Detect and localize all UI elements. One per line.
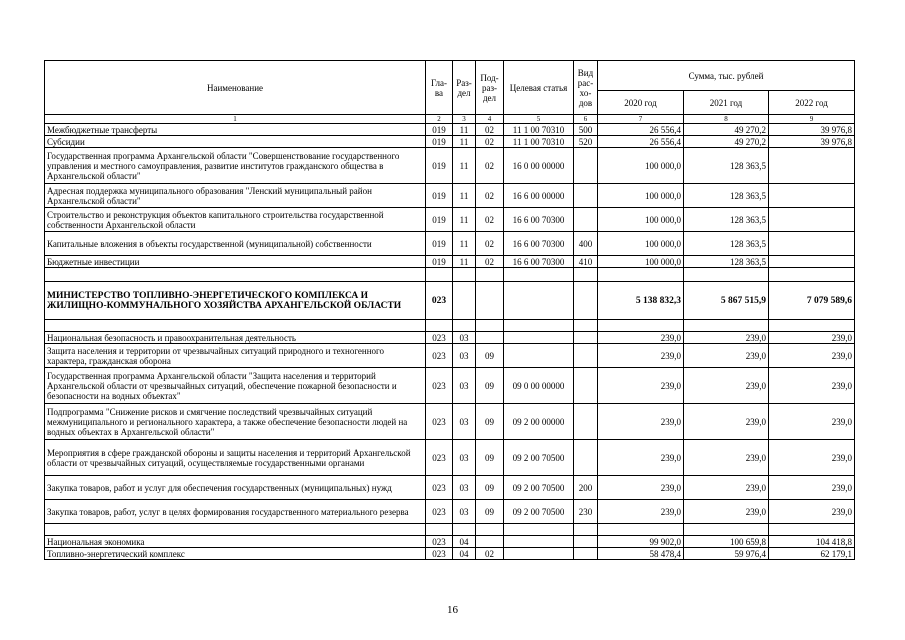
row-expense-type: 410 xyxy=(574,256,598,268)
row-sum-2021: 128 363,5 xyxy=(684,184,769,208)
row-sum-2020: 100 000,0 xyxy=(598,184,684,208)
empty-cell xyxy=(574,320,598,332)
row-name: Национальная безопасность и правоохранительная деятельность xyxy=(45,332,426,344)
row-podrazdel: 02 xyxy=(476,148,504,184)
row-glava: 019 xyxy=(426,124,453,136)
row-razdel: 11 xyxy=(453,184,476,208)
col-header-2021: 2021 год xyxy=(684,91,769,115)
row-razdel: 03 xyxy=(453,332,476,344)
row-expense-type xyxy=(574,282,598,320)
row-expense-type xyxy=(574,332,598,344)
col-header-target: Целевая статья xyxy=(504,61,574,115)
row-sum-2022 xyxy=(769,148,855,184)
row-expense-type xyxy=(574,440,598,476)
row-razdel: 04 xyxy=(453,536,476,548)
col-header-sum: Сумма, тыс. рублей xyxy=(598,61,855,91)
empty-cell xyxy=(426,320,453,332)
row-sum-2022: 239,0 xyxy=(769,476,855,500)
row-razdel: 11 xyxy=(453,256,476,268)
col-header-2022: 2022 год xyxy=(769,91,855,115)
column-number: 3 xyxy=(453,115,476,124)
empty-cell xyxy=(684,320,769,332)
row-sum-2020: 239,0 xyxy=(598,368,684,404)
row-sum-2022 xyxy=(769,184,855,208)
column-number: 8 xyxy=(684,115,769,124)
row-razdel: 03 xyxy=(453,500,476,524)
row-razdel: 11 xyxy=(453,136,476,148)
empty-cell xyxy=(504,524,574,536)
row-podrazdel: 02 xyxy=(476,232,504,256)
row-expense-type xyxy=(574,344,598,368)
row-sum-2022: 239,0 xyxy=(769,368,855,404)
row-target-article xyxy=(504,536,574,548)
row-target-article: 11 1 00 70310 xyxy=(504,136,574,148)
row-name: Закупка товаров, работ и услуг для обеспечения государственных (муниципальных) нужд xyxy=(45,476,426,500)
col-header-name: Наименование xyxy=(45,61,426,115)
column-number: 4 xyxy=(476,115,504,124)
table-row xyxy=(45,440,855,476)
row-target-article xyxy=(504,344,574,368)
empty-cell xyxy=(453,524,476,536)
row-glava: 023 xyxy=(426,368,453,404)
row-podrazdel xyxy=(476,536,504,548)
row-glava: 023 xyxy=(426,536,453,548)
row-podrazdel: 09 xyxy=(476,476,504,500)
spacer-row xyxy=(45,320,855,332)
row-sum-2021: 239,0 xyxy=(684,332,769,344)
row-name: Капитальные вложения в объекты государственной (муниципальной) собственности xyxy=(45,232,426,256)
column-number: 6 xyxy=(574,115,598,124)
row-target-article: 16 6 00 70300 xyxy=(504,256,574,268)
table-row xyxy=(45,332,855,344)
row-sum-2022 xyxy=(769,232,855,256)
empty-cell xyxy=(598,320,684,332)
row-sum-2022 xyxy=(769,208,855,232)
row-sum-2021: 239,0 xyxy=(684,500,769,524)
row-expense-type: 520 xyxy=(574,136,598,148)
table-row xyxy=(45,256,855,268)
row-name: МИНИСТЕРСТВО ТОПЛИВНО-ЭНЕРГЕТИЧЕСКОГО КОМПЛЕКСА И ЖИЛИЩНО-КОММУНАЛЬНОГО ХОЗЯЙСТВА АРХАНГЕЛЬСКОЙ ОБЛАСТИ xyxy=(45,282,426,320)
budget-table xyxy=(44,60,855,560)
row-sum-2021: 128 363,5 xyxy=(684,232,769,256)
row-target-article: 09 2 00 70500 xyxy=(504,476,574,500)
row-sum-2022: 62 179,1 xyxy=(769,548,855,560)
empty-cell xyxy=(504,268,574,282)
ministry-row xyxy=(45,282,855,320)
row-sum-2020: 100 000,0 xyxy=(598,256,684,268)
row-sum-2021: 128 363,5 xyxy=(684,256,769,268)
row-sum-2020: 239,0 xyxy=(598,332,684,344)
row-sum-2021: 5 867 515,9 xyxy=(684,282,769,320)
row-glava: 023 xyxy=(426,500,453,524)
table-row xyxy=(45,548,855,560)
row-sum-2021: 128 363,5 xyxy=(684,208,769,232)
empty-cell xyxy=(574,524,598,536)
row-sum-2020: 100 000,0 xyxy=(598,208,684,232)
row-razdel: 03 xyxy=(453,368,476,404)
row-podrazdel: 02 xyxy=(476,548,504,560)
row-target-article xyxy=(504,282,574,320)
row-podrazdel: 09 xyxy=(476,440,504,476)
table-row xyxy=(45,232,855,256)
row-sum-2022: 39 976,8 xyxy=(769,124,855,136)
empty-cell xyxy=(426,268,453,282)
row-sum-2020: 239,0 xyxy=(598,440,684,476)
row-expense-type xyxy=(574,208,598,232)
row-target-article: 09 2 00 70500 xyxy=(504,500,574,524)
row-expense-type xyxy=(574,404,598,440)
row-razdel: 11 xyxy=(453,124,476,136)
row-target-article: 16 6 00 70300 xyxy=(504,208,574,232)
table-row xyxy=(45,368,855,404)
row-sum-2022: 239,0 xyxy=(769,500,855,524)
row-sum-2021: 239,0 xyxy=(684,440,769,476)
row-sum-2021: 128 363,5 xyxy=(684,148,769,184)
row-target-article: 09 0 00 00000 xyxy=(504,368,574,404)
row-target-article: 16 6 00 70300 xyxy=(504,232,574,256)
row-name: Подпрограмма "Снижение рисков и смягчение последствий чрезвычайных ситуаций межмуниципального и регионального характера, а также обеспечение безопасности людей на водных объектах в Архангельской области" xyxy=(45,404,426,440)
empty-cell xyxy=(598,524,684,536)
row-sum-2021: 49 270,2 xyxy=(684,124,769,136)
row-razdel: 11 xyxy=(453,232,476,256)
column-number: 9 xyxy=(769,115,855,124)
row-name: Топливно-энергетический комплекс xyxy=(45,548,426,560)
row-sum-2020: 99 902,0 xyxy=(598,536,684,548)
empty-cell xyxy=(453,320,476,332)
row-razdel xyxy=(453,282,476,320)
row-sum-2020: 26 556,4 xyxy=(598,124,684,136)
table-row xyxy=(45,208,855,232)
row-podrazdel: 02 xyxy=(476,136,504,148)
row-sum-2022: 7 079 589,6 xyxy=(769,282,855,320)
column-number-row xyxy=(45,115,855,124)
row-expense-type xyxy=(574,368,598,404)
row-sum-2021: 239,0 xyxy=(684,476,769,500)
table-row xyxy=(45,344,855,368)
row-razdel: 03 xyxy=(453,440,476,476)
row-glava: 023 xyxy=(426,440,453,476)
row-target-article: 09 2 00 70500 xyxy=(504,440,574,476)
row-name: Субсидии xyxy=(45,136,426,148)
table-body xyxy=(45,124,855,560)
row-name: Государственная программа Архангельской области "Защита населения и территорий Архангельской области от чрезвычайных ситуаций, обеспечение пожарной безопасности и безопасности на водных объектах" xyxy=(45,368,426,404)
row-sum-2020: 239,0 xyxy=(598,500,684,524)
row-name: Межбюджетные трансферты xyxy=(45,124,426,136)
row-sum-2022: 39 976,8 xyxy=(769,136,855,148)
row-sum-2022: 239,0 xyxy=(769,440,855,476)
row-sum-2020: 239,0 xyxy=(598,476,684,500)
row-target-article: 16 6 00 00000 xyxy=(504,184,574,208)
col-header-2020: 2020 год xyxy=(598,91,684,115)
row-expense-type xyxy=(574,536,598,548)
table-row xyxy=(45,136,855,148)
empty-cell xyxy=(45,268,426,282)
row-sum-2021: 100 659,8 xyxy=(684,536,769,548)
row-expense-type: 200 xyxy=(574,476,598,500)
row-target-article xyxy=(504,332,574,344)
col-header-glava: Гла-ва xyxy=(426,61,453,115)
empty-cell xyxy=(684,268,769,282)
row-sum-2020: 5 138 832,3 xyxy=(598,282,684,320)
row-sum-2020: 26 556,4 xyxy=(598,136,684,148)
row-podrazdel: 09 xyxy=(476,368,504,404)
empty-cell xyxy=(45,320,426,332)
row-name: Бюджетные инвестиции xyxy=(45,256,426,268)
column-number: 1 xyxy=(45,115,426,124)
empty-cell xyxy=(598,268,684,282)
row-name: Государственная программа Архангельской области "Совершенствование государственного управления и местного самоуправления, развитие институтов гражданского общества в Архангельской области" xyxy=(45,148,426,184)
row-podrazdel: 09 xyxy=(476,344,504,368)
row-expense-type xyxy=(574,548,598,560)
empty-cell xyxy=(684,524,769,536)
row-target-article: 16 0 00 00000 xyxy=(504,148,574,184)
col-header-razdel: Раз-дел xyxy=(453,61,476,115)
row-glava: 019 xyxy=(426,136,453,148)
row-sum-2022: 104 418,8 xyxy=(769,536,855,548)
table-row xyxy=(45,148,855,184)
empty-cell xyxy=(426,524,453,536)
row-expense-type: 400 xyxy=(574,232,598,256)
row-glava: 019 xyxy=(426,208,453,232)
empty-cell xyxy=(504,320,574,332)
row-name: Мероприятия в сфере гражданской обороны и защиты населения и территорий Архангельской области от чрезвычайных ситуаций, осуществляемые государственными органами xyxy=(45,440,426,476)
empty-cell xyxy=(769,268,855,282)
row-sum-2021: 239,0 xyxy=(684,368,769,404)
row-podrazdel: 02 xyxy=(476,184,504,208)
row-expense-type xyxy=(574,148,598,184)
table-row xyxy=(45,500,855,524)
row-glava: 023 xyxy=(426,404,453,440)
row-glava: 023 xyxy=(426,332,453,344)
table-row xyxy=(45,184,855,208)
spacer-row xyxy=(45,268,855,282)
row-glava: 019 xyxy=(426,184,453,208)
row-name: Защита населения и территории от чрезвычайных ситуаций природного и техногенного характера, гражданская оборона xyxy=(45,344,426,368)
row-podrazdel: 02 xyxy=(476,208,504,232)
row-glava: 023 xyxy=(426,476,453,500)
row-podrazdel xyxy=(476,332,504,344)
page-number: 16 xyxy=(447,604,458,616)
table-row xyxy=(45,404,855,440)
row-expense-type xyxy=(574,184,598,208)
empty-cell xyxy=(476,320,504,332)
row-glava: 023 xyxy=(426,548,453,560)
row-razdel: 04 xyxy=(453,548,476,560)
row-podrazdel xyxy=(476,282,504,320)
table-header xyxy=(45,61,855,124)
empty-cell xyxy=(453,268,476,282)
empty-cell xyxy=(476,268,504,282)
empty-cell xyxy=(45,524,426,536)
row-glava: 019 xyxy=(426,232,453,256)
row-glava: 023 xyxy=(426,344,453,368)
row-podrazdel: 09 xyxy=(476,404,504,440)
row-name: Закупка товаров, работ, услуг в целях формирования государственного материального резерва xyxy=(45,500,426,524)
row-expense-type: 500 xyxy=(574,124,598,136)
col-header-vid: Вид рас-хо-дов xyxy=(574,61,598,115)
col-header-podrazdel: Под-раз-дел xyxy=(476,61,504,115)
spacer-row xyxy=(45,524,855,536)
row-podrazdel: 02 xyxy=(476,124,504,136)
row-name: Национальная экономика xyxy=(45,536,426,548)
row-target-article: 11 1 00 70310 xyxy=(504,124,574,136)
empty-cell xyxy=(769,320,855,332)
row-sum-2020: 58 478,4 xyxy=(598,548,684,560)
row-sum-2022: 239,0 xyxy=(769,404,855,440)
row-sum-2021: 59 976,4 xyxy=(684,548,769,560)
column-number: 7 xyxy=(598,115,684,124)
row-razdel: 03 xyxy=(453,344,476,368)
row-expense-type: 230 xyxy=(574,500,598,524)
row-name: Строительство и реконструкция объектов капитального строительства государственной собственности Архангельской области xyxy=(45,208,426,232)
row-razdel: 03 xyxy=(453,404,476,440)
empty-cell xyxy=(476,524,504,536)
row-sum-2020: 100 000,0 xyxy=(598,232,684,256)
row-sum-2020: 100 000,0 xyxy=(598,148,684,184)
column-number: 2 xyxy=(426,115,453,124)
table-row xyxy=(45,476,855,500)
table-row xyxy=(45,124,855,136)
row-glava: 023 xyxy=(426,282,453,320)
row-sum-2020: 239,0 xyxy=(598,404,684,440)
row-sum-2022: 239,0 xyxy=(769,344,855,368)
row-sum-2021: 49 270,2 xyxy=(684,136,769,148)
empty-cell xyxy=(769,524,855,536)
row-name: Адресная поддержка муниципального образования "Ленский муниципальный район Архангельской области" xyxy=(45,184,426,208)
column-number: 5 xyxy=(504,115,574,124)
row-target-article: 09 2 00 00000 xyxy=(504,404,574,440)
row-podrazdel: 09 xyxy=(476,500,504,524)
row-podrazdel: 02 xyxy=(476,256,504,268)
row-sum-2022 xyxy=(769,256,855,268)
row-sum-2021: 239,0 xyxy=(684,404,769,440)
row-target-article xyxy=(504,548,574,560)
row-glava: 019 xyxy=(426,256,453,268)
table-row xyxy=(45,536,855,548)
row-glava: 019 xyxy=(426,148,453,184)
row-sum-2021: 239,0 xyxy=(684,344,769,368)
empty-cell xyxy=(574,268,598,282)
row-sum-2022: 239,0 xyxy=(769,332,855,344)
row-razdel: 11 xyxy=(453,148,476,184)
row-razdel: 03 xyxy=(453,476,476,500)
row-sum-2020: 239,0 xyxy=(598,344,684,368)
row-razdel: 11 xyxy=(453,208,476,232)
